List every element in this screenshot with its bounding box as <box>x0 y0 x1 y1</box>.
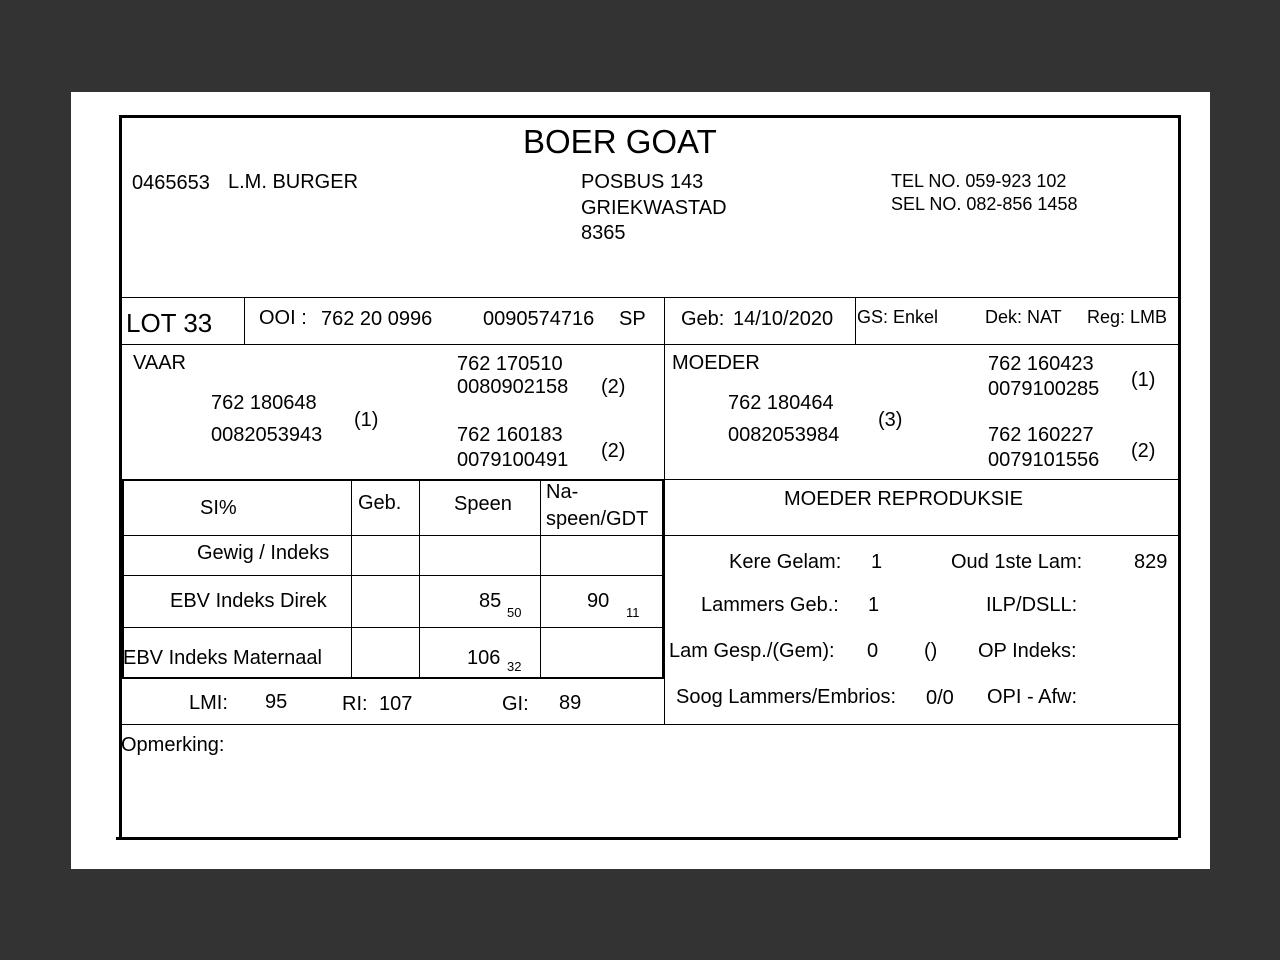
suckled-lambs-label: Soog Lammers/Embrios: <box>676 686 897 708</box>
card-border-top <box>119 115 1181 118</box>
ewe-id: 762 20 0996 <box>321 308 433 330</box>
dam-count: (3) <box>878 409 903 431</box>
post-weaning-header: Na- <box>546 481 579 503</box>
ewe-code: SP <box>619 308 646 330</box>
divider-v <box>540 481 541 677</box>
dam-label: MOEDER <box>672 352 760 374</box>
address-line: GRIEKWASTAD <box>581 197 727 219</box>
ebv-maternal-label: EBV Indeks Maternaal <box>123 647 322 669</box>
divider-v <box>244 298 245 344</box>
gi-value: 89 <box>559 692 582 714</box>
direct-postweaning-accuracy: 11 <box>626 605 640 620</box>
lambs-weaned-average: () <box>924 640 938 662</box>
divider-v <box>351 481 352 677</box>
breeder-id: 0465653 <box>132 172 210 194</box>
divider-v <box>419 481 420 677</box>
divider-h <box>120 575 664 576</box>
divider-h <box>120 724 1180 725</box>
si-percent-header: SI% <box>200 497 237 519</box>
maternal-weaning-value: 106 <box>467 647 501 669</box>
sire-sire-count: (2) <box>601 376 626 398</box>
lot-label: LOT 33 <box>126 308 213 338</box>
sire-label: VAAR <box>133 352 186 374</box>
remarks-label: Opmerking: <box>121 734 225 756</box>
sire-dam-registration: 0079100491 <box>457 449 569 471</box>
divider-h <box>664 479 1180 480</box>
kids-count-label: Kere Gelam: <box>729 551 842 573</box>
divider-h <box>120 677 664 679</box>
dam-dam-registration: 0079101556 <box>988 449 1100 471</box>
dam-dam-count: (2) <box>1131 440 1156 462</box>
address-line: POSBUS 143 <box>581 171 704 193</box>
weaning-header: Speen <box>454 493 512 515</box>
ri-value: 107 <box>379 693 413 715</box>
divider-h <box>120 344 1180 345</box>
weight-index-label: Gewig / Indeks <box>197 542 330 564</box>
divider-v <box>664 298 665 725</box>
ewe-label: OOI : <box>259 307 307 329</box>
sire-registration: 0082053943 <box>211 424 323 446</box>
maternal-weaning-accuracy: 32 <box>507 659 522 674</box>
sales-card <box>71 92 1210 869</box>
ebv-direct-label: EBV Indeks Direk <box>170 590 327 612</box>
breeder-name: L.M. BURGER <box>228 171 359 193</box>
dam-sire-id: 762 160423 <box>988 353 1094 375</box>
gi-label: GI: <box>502 693 529 715</box>
op-index-label: OP Indeks: <box>978 640 1077 662</box>
birth-header: Geb. <box>358 492 402 514</box>
direct-weaning-value: 85 <box>479 590 502 612</box>
reproduction-heading: MOEDER REPRODUKSIE <box>784 488 1023 510</box>
card-border-bottom <box>116 837 1178 840</box>
card-border-left <box>119 115 122 838</box>
cellphone-number: SEL NO. 082-856 1458 <box>891 194 1078 214</box>
lambs-born-label: Lammers Geb.: <box>701 594 839 616</box>
divider-h <box>120 297 1180 298</box>
telephone-number: TEL NO. 059-923 102 <box>891 171 1067 191</box>
post-weaning-header: speen/GDT <box>546 508 649 530</box>
sire-dam-count: (2) <box>601 440 626 462</box>
ilp-dsll-label: ILP/DSLL: <box>986 594 1078 616</box>
kids-count-value: 1 <box>871 551 883 573</box>
sire-sire-id: 762 170510 <box>457 353 563 375</box>
dam-dam-id: 762 160227 <box>988 424 1094 446</box>
sire-dam-id: 762 160183 <box>457 424 563 446</box>
opi-deviation-label: OPI - Afw: <box>987 686 1078 708</box>
card-title: BOER GOAT <box>523 123 717 160</box>
dam-id: 762 180464 <box>728 392 834 414</box>
mating-type: Dek: NAT <box>985 307 1062 327</box>
card-border-right <box>1178 115 1181 838</box>
sire-count: (1) <box>354 409 379 431</box>
lambs-weaned-label: Lam Gesp./(Gem): <box>669 640 835 662</box>
divider-h <box>120 479 664 481</box>
lmi-label: LMI: <box>189 692 228 714</box>
first-kid-age-value: 829 <box>1134 551 1168 573</box>
lmi-value: 95 <box>265 691 288 713</box>
direct-postweaning-value: 90 <box>587 590 610 612</box>
direct-weaning-accuracy: 50 <box>507 605 522 620</box>
divider-h <box>120 535 1180 536</box>
ewe-registration: 0090574716 <box>483 308 595 330</box>
birth-status: GS: Enkel <box>857 307 939 327</box>
ri-label: RI: <box>342 693 368 715</box>
dam-registration: 0082053984 <box>728 424 840 446</box>
first-kid-age-label: Oud 1ste Lam: <box>951 551 1083 573</box>
divider-v <box>662 481 664 678</box>
address-line: 8365 <box>581 222 626 244</box>
birth-label: Geb: <box>681 308 725 330</box>
dam-sire-count: (1) <box>1131 369 1156 391</box>
dam-sire-registration: 0079100285 <box>988 378 1100 400</box>
registration-type: Reg: LMB <box>1087 307 1168 327</box>
divider-h <box>120 627 664 628</box>
sire-sire-registration: 0080902158 <box>457 376 569 398</box>
suckled-lambs-value: 0/0 <box>926 687 954 709</box>
birth-date: 14/10/2020 <box>733 308 834 330</box>
sire-id: 762 180648 <box>211 392 317 414</box>
lambs-weaned-value: 0 <box>867 640 879 662</box>
divider-v <box>855 298 856 344</box>
lambs-born-value: 1 <box>868 594 880 616</box>
